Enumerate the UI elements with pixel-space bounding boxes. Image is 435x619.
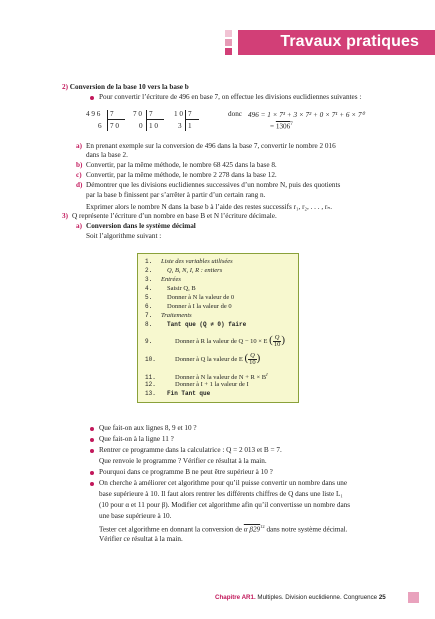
page-number: 25 <box>378 594 386 601</box>
question-cont: (10 pour α et 11 pour β). Modifier cet algorithme afin qu’il convertisse un nombre dans <box>99 501 351 509</box>
bullet <box>90 427 94 431</box>
algo-line: 11. Donner à N la valeur de $N + R \times B^I$ <box>145 372 268 382</box>
division-block: 4 9 6 7 6 7 0 7 0 7 0 1 0 1 0 7 3 1 <box>86 110 192 130</box>
algo-line: 13. Fin Tant que <box>145 390 211 397</box>
item-a-text: En prenant exemple sur la conversion de 496 dans la base 7, convertir le nombre 2 016 <box>86 142 336 150</box>
item-d-label: d) <box>76 181 83 189</box>
footer: Chapitre AR1. Multiples. Division euclidienne. Congruence 25 <box>215 594 386 601</box>
item-c-text: Convertir, par la même méthode, le nombre 2 278 dans la base 12. <box>86 171 277 179</box>
algo-line: 2. Q, B, N, I, R : entiers <box>145 267 223 274</box>
algo-line: 7. Traitements <box>145 312 192 319</box>
question-cont: une base supérieure à 10. <box>99 512 172 520</box>
section-3-number: 3) <box>62 212 68 220</box>
bullet <box>90 471 94 475</box>
footer-tab <box>408 592 419 603</box>
question: Rentrer ce programme dans la calculatrice : Q = 2 013 et B = 7. <box>99 446 282 454</box>
question-cont: Vérifier ce résultat à la main. <box>99 535 183 543</box>
algorithm-box <box>137 253 299 403</box>
deco-square <box>225 48 232 55</box>
donc-label: donc <box>228 110 242 118</box>
deco-square <box>225 39 232 46</box>
item-d-text-2: par la base b finissent par s’arrêter à partir d’un certain rang n. <box>86 191 266 199</box>
item-3a-heading: Conversion dans le système décimal <box>86 222 196 230</box>
item-3a-label: a) <box>76 222 82 230</box>
equation-1: 496 = 1 × 7³ + 3 × 7² + 0 × 7¹ + 6 × 7⁰ <box>248 111 365 119</box>
algo-line: 3. Entrées <box>145 276 181 283</box>
deco-square <box>225 30 232 37</box>
algo-intro: Soit l’algorithme suivant : <box>86 232 162 240</box>
algo-line: 1. Liste des variables utilisées <box>145 258 233 265</box>
algo-line: 10. Donner à Q la valeur de E ( $\frac{Q}{10}$ ) <box>145 352 261 367</box>
question: On cherche à améliorer cet algorithme pour qu’il puisse convertir un nombre dans une <box>99 479 348 487</box>
item-b-text: Convertir, par la même méthode, le nombre 68 425 dans la base 8. <box>86 161 277 169</box>
question-cont: Tester cet algorithme en donnant la conversion de α $\beta 29^{12}$ dans notre système décimal. <box>99 524 348 534</box>
item-d-text-3: Exprimer alors le nombre N dans la base b à l’aide des restes successifs r₁, r₂, . . . , rₙ. <box>86 203 332 211</box>
algo-line: 9. Donner à R la valeur de Q − 10 × E ( $\frac{Q}{10}$ ) <box>145 334 285 349</box>
item-b-label: b) <box>76 161 83 169</box>
question: Que fait-on à la ligne 11 ? <box>99 435 174 443</box>
algo-line: 5. Donner à N la valeur de 0 <box>145 294 235 301</box>
question-cont: base supérieure à 10. Il faut alors rentrer les différents chiffres de Q dans une liste L₁ <box>99 490 343 498</box>
item-a-label: a) <box>76 142 82 150</box>
item-d-text: Démontrer que les divisions euclidiennes successives d’un nombre N, puis des quotients <box>86 181 341 189</box>
page-title: Travaux pratiques <box>280 33 419 50</box>
algo-line: 12. Donner à I + 1 la valeur de I <box>145 381 249 388</box>
item-a-text-2: dans la base 2. <box>86 151 128 159</box>
question: Pourquoi dans ce programme B ne peut être supérieur à 10 ? <box>99 468 273 476</box>
question-cont: Que renvoie le programme ? Vérifier ce résultat à la main. <box>99 457 267 465</box>
header-bar <box>238 30 435 55</box>
section-3-intro: Q représente l’écriture d’un nombre en base B et N l’écriture décimale. <box>72 212 277 220</box>
equation-2: = $1306^7$ <box>270 122 293 131</box>
algo-line: 6. Donner à I la valeur de 0 <box>145 303 232 310</box>
question: Que fait-on aux lignes 8, 9 et 10 ? <box>99 424 197 432</box>
algo-line: 8. Tant que (Q ≠ 0) faire <box>145 321 247 328</box>
section-2-heading: 2) Conversion de la base 10 vers la base b <box>62 83 189 91</box>
bullet-text: Pour convertir l’écriture de 496 en base 7, on effectue les divisions euclidiennes suivantes : <box>99 93 362 101</box>
item-c-label: c) <box>76 171 82 179</box>
bullet <box>90 449 94 453</box>
bullet <box>90 438 94 442</box>
bullet <box>90 482 94 486</box>
algo-line: 4. Saisir Q, B <box>145 285 196 292</box>
bullet <box>90 96 94 100</box>
